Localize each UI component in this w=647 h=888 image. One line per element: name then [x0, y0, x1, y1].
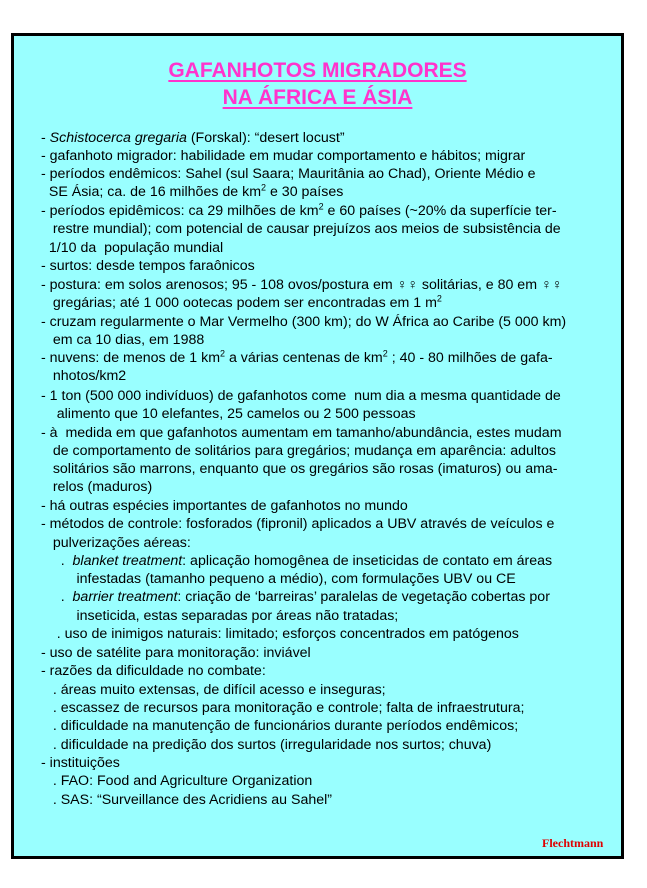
- line-text: - instituições: [41, 755, 120, 771]
- content-line: [41, 588, 550, 606]
- line-text: : criação de ‘barreiras’ paralelas de vegetação cobertas por: [177, 589, 550, 605]
- line-text: . áreas muito extensas, de difícil acesso e inseguras;: [41, 682, 386, 698]
- line-text: (Forskal): “desert locust”: [186, 130, 345, 146]
- line-text: nhotos/km2: [41, 368, 127, 384]
- content-line: [41, 387, 561, 405]
- line-text: 1/10 da população mundial: [41, 240, 224, 256]
- content-line: [41, 552, 552, 570]
- line-text: -: [41, 130, 50, 146]
- line-text: .: [41, 553, 73, 569]
- line-text: gregárias; até 1 000 ootecas podem ser encontradas em 1 m: [41, 295, 437, 311]
- line-text: inseticida, estas separadas por áreas não tratadas;: [41, 608, 399, 624]
- content-line: [41, 294, 442, 312]
- line-text: 2: [220, 348, 226, 359]
- title-line-1: GAFANHOTOS MIGRADORES: [168, 59, 467, 82]
- content-line: [41, 424, 562, 442]
- content-line: [41, 754, 120, 772]
- line-text: em ca 10 dias, em 1988: [41, 332, 205, 348]
- line-text: - 1 ton (500 000 indivíduos) de gafanhotos come num dia a mesma quantidade de: [41, 388, 561, 404]
- content-line: [41, 405, 416, 423]
- content-line: [41, 147, 525, 165]
- line-text: relos (maduros): [41, 479, 153, 495]
- line-text: Schistocerca gregaria: [49, 130, 187, 146]
- content-line: [41, 791, 332, 809]
- line-text: . SAS: “Surveillance des Acridiens au Sahel”: [41, 792, 332, 808]
- content-line: [41, 183, 343, 201]
- content-line: [41, 607, 398, 625]
- content-line: [41, 570, 516, 588]
- content-line: [41, 644, 311, 662]
- line-text: . dificuldade na manutenção de funcionários durante períodos endêmicos;: [41, 718, 519, 734]
- line-text: de comportamento de solitários para gregários; mudança em aparência: adultos: [41, 443, 556, 459]
- line-text: blanket treatment: [72, 553, 183, 569]
- content-line: [41, 497, 408, 515]
- line-text: - razões da dificuldade no combate:: [41, 663, 266, 679]
- line-text: . escassez de recursos para monitoração e controle; falta de infraestrutura;: [41, 700, 525, 716]
- content-line: [41, 129, 345, 147]
- content-line: [41, 331, 204, 349]
- content-line: [41, 165, 535, 183]
- line-text: restre mundial); com potencial de causar prejuízos aos meios de subsistência de: [41, 221, 561, 237]
- line-text: - períodos epidêmicos: ca 29 milhões de km: [41, 203, 319, 219]
- content-line: [41, 534, 191, 552]
- line-text: .: [41, 589, 73, 605]
- content-line: [41, 257, 255, 275]
- slide-panel: [11, 33, 624, 859]
- content-line: [41, 625, 519, 643]
- line-text: SE Ásia; ca. de 16 milhões de km: [41, 184, 262, 200]
- line-text: - uso de satélite para monitoração: inviável: [41, 645, 311, 661]
- line-text: : aplicação homogênea de inseticidas de contato em áreas: [182, 553, 553, 569]
- line-text: . dificuldade na predição dos surtos (irregularidade nos surtos; chuva): [41, 737, 492, 753]
- content-line: [41, 313, 566, 331]
- title-line-2: NA ÁFRICA E ÁSIA: [222, 86, 413, 109]
- line-text: e 30 países: [266, 184, 344, 200]
- line-text: 2: [382, 348, 388, 359]
- line-text: - métodos de controle: fosforados (fipronil) aplicados a UBV através de veículos e: [41, 516, 555, 532]
- content-line: [41, 367, 126, 385]
- line-text: 2: [261, 182, 267, 193]
- content-line: [41, 681, 386, 699]
- line-text: - períodos endêmicos: Sahel (sul Saara; Mauritânia ao Chad), Oriente Médio e: [41, 166, 536, 182]
- line-text: - há outras espécies importantes de gafanhotos no mundo: [41, 498, 408, 514]
- content-line: [41, 736, 491, 754]
- content-line: [41, 772, 312, 790]
- line-text: barrier treatment: [72, 589, 178, 605]
- line-text: pulverizações aéreas:: [41, 535, 191, 551]
- content-line: [41, 478, 152, 496]
- content-line: [41, 442, 556, 460]
- content-line: [41, 349, 553, 367]
- content-line: [41, 515, 554, 533]
- content-line: [41, 662, 266, 680]
- line-text: - à medida em que gafanhotos aumentam em tamanho/abundância, estes mudam: [41, 425, 562, 441]
- line-text: . FAO: Food and Agriculture Organization: [41, 773, 313, 789]
- line-text: e 60 países (~20% da superfície ter-: [323, 203, 557, 219]
- line-text: - gafanhoto migrador: habilidade em mudar comportamento e hábitos; migrar: [41, 148, 526, 164]
- line-text: - cruzam regularmente o Mar Vermelho (300 km); do W África ao Caribe (5 000 km): [41, 314, 567, 330]
- line-text: alimento que 10 elefantes, 25 camelos ou 2 500 pessoas: [41, 406, 416, 422]
- line-text: - nuvens: de menos de 1 km: [41, 350, 221, 366]
- content-line: [41, 717, 518, 735]
- line-text: 2: [436, 293, 442, 304]
- line-text: solitários são marrons, enquanto que os gregários são rosas (imaturos) ou ama-: [41, 461, 558, 477]
- content-line: [41, 460, 558, 478]
- author-signature: Flechtmann: [542, 836, 604, 850]
- line-text: 2: [318, 201, 324, 212]
- line-text: . uso de inimigos naturais: limitado; esforços concentrados em patógenos: [41, 626, 519, 642]
- content-line: [41, 699, 524, 717]
- line-text: a várias centenas de km: [225, 350, 383, 366]
- line-text: infestadas (tamanho pequeno a médio), com formulações UBV ou CE: [41, 571, 516, 587]
- line-text: - postura: em solos arenosos; 95 - 108 ovos/postura em ♀♀ solitárias, e 80 em ♀♀: [41, 277, 563, 293]
- line-text: ; 40 - 80 milhões de gafa-: [387, 350, 553, 366]
- content-line: [41, 202, 557, 220]
- content-line: [41, 276, 562, 294]
- line-text: - surtos: desde tempos faraônicos: [41, 258, 255, 274]
- content-line: [41, 239, 223, 257]
- content-line: [41, 220, 561, 238]
